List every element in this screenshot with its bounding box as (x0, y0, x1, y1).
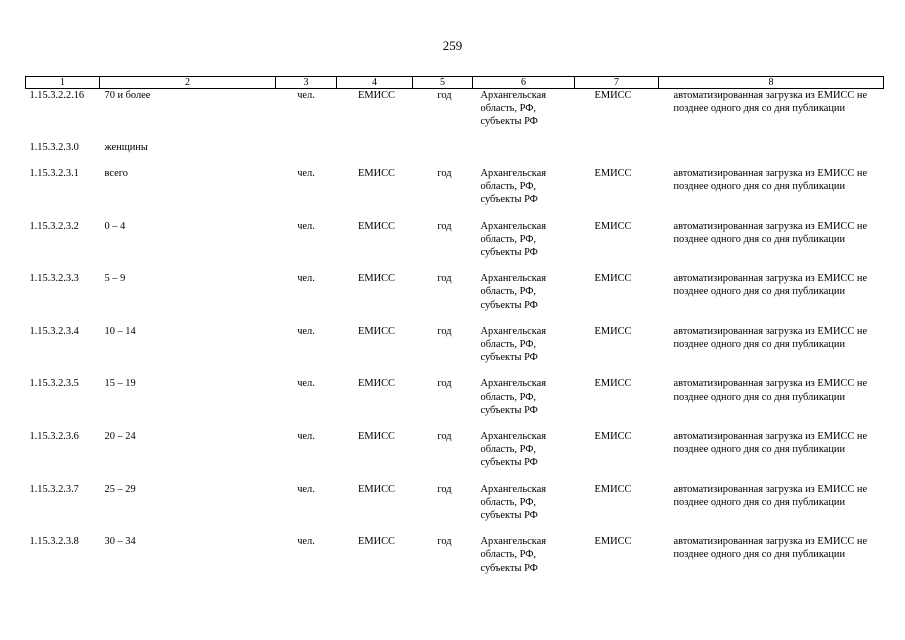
row-method: автоматизированная загрузка из ЕМИСС не позднее одного дня со дня публикации (673, 483, 868, 508)
row-unit: чел. (297, 273, 315, 285)
table-row (26, 220, 884, 273)
row-territory: Архангельская область, РФ, субъекты РФ (480, 90, 546, 128)
row-unit: чел. (297, 483, 315, 495)
row-source: ЕМИСС (358, 378, 395, 390)
row-system: ЕМИСС (594, 536, 632, 548)
row-territory: Архангельская область, РФ, субъекты РФ (480, 430, 546, 469)
row-source: ЕМИСС (358, 325, 395, 337)
row-method: автоматизированная загрузка из ЕМИСС не позднее одного дня со дня публикации (673, 325, 868, 350)
row-system: ЕМИСС (594, 168, 632, 179)
row-unit: чел. (297, 90, 315, 101)
row-unit: чел. (297, 378, 315, 390)
table-row (26, 167, 884, 220)
row-name: 70 и более (104, 90, 151, 101)
row-source: ЕМИСС (358, 483, 395, 495)
row-period: год (437, 90, 452, 101)
column-header-1: 1 (26, 77, 100, 89)
row-name: 25 – 29 (104, 483, 136, 495)
row-unit: чел. (297, 325, 315, 337)
row-unit (276, 141, 337, 167)
row-system: ЕМИСС (594, 430, 632, 442)
row-system (575, 141, 659, 167)
row-code: 1.15.3.2.3.1 (29, 168, 79, 179)
row-period: год (437, 325, 452, 337)
row-source: ЕМИСС (358, 168, 395, 179)
table-row (26, 483, 884, 536)
row-name: 10 – 14 (104, 325, 136, 337)
page-number: 259 (442, 38, 463, 53)
row-territory: Архангельская область, РФ, субъекты РФ (480, 168, 546, 206)
row-name: всего (104, 168, 128, 179)
table-row (26, 272, 884, 325)
row-period: год (437, 378, 452, 390)
row-source: ЕМИСС (358, 536, 395, 548)
row-code: 1.15.3.2.3.8 (29, 536, 79, 548)
table-row (26, 325, 884, 378)
row-method: автоматизированная загрузка из ЕМИСС не позднее одного дня со дня публикации (673, 430, 868, 456)
row-source: ЕМИСС (358, 220, 395, 232)
row-period: год (437, 220, 452, 232)
row-unit: чел. (297, 168, 315, 179)
row-system: ЕМИСС (594, 325, 632, 337)
row-code: 1.15.3.2.3.5 (29, 378, 79, 390)
row-name: 5 – 9 (104, 273, 126, 285)
column-number-header (26, 77, 884, 89)
row-territory: Архангельская область, РФ, субъекты РФ (480, 378, 546, 416)
row-method: автоматизированная загрузка из ЕМИСС не позднее одного дня со дня публикации (673, 90, 868, 115)
table-row (26, 89, 884, 142)
row-method: автоматизированная загрузка из ЕМИСС не позднее одного дня со дня публикации (673, 168, 868, 193)
row-unit: чел. (297, 220, 315, 232)
column-header-6: 6 (473, 77, 575, 89)
row-territory: Архангельская область, РФ, субъекты РФ (480, 273, 546, 311)
column-header-3: 3 (276, 77, 337, 89)
row-code: 1.15.3.2.2.16 (29, 90, 85, 101)
row-period: год (437, 483, 452, 495)
column-header-2: 2 (100, 77, 276, 89)
row-method: автоматизированная загрузка из ЕМИСС не позднее одного дня со дня публикации (673, 378, 868, 403)
row-source (337, 141, 413, 167)
row-method: автоматизированная загрузка из ЕМИСС не позднее одного дня со дня публикации (673, 536, 868, 561)
row-method: автоматизированная загрузка из ЕМИСС не позднее одного дня со дня публикации (673, 220, 868, 245)
row-code: 1.15.3.2.3.4 (29, 325, 79, 337)
row-code: 1.15.3.2.3.3 (29, 273, 79, 285)
row-period: год (437, 168, 452, 179)
row-method: автоматизированная загрузка из ЕМИСС не позднее одного дня со дня публикации (673, 273, 868, 298)
row-system: ЕМИСС (594, 90, 632, 101)
row-unit: чел. (297, 536, 315, 548)
row-territory (473, 141, 575, 167)
row-name: 20 – 24 (104, 430, 136, 442)
row-name: 0 – 4 (104, 220, 126, 232)
table-row (26, 377, 884, 430)
row-territory: Архангельская область, РФ, субъекты РФ (480, 483, 546, 521)
column-header-7: 7 (575, 77, 659, 89)
row-system: ЕМИСС (594, 273, 632, 285)
row-period: год (437, 536, 452, 548)
row-name: 30 – 34 (104, 536, 136, 548)
row-source: ЕМИСС (358, 90, 395, 101)
row-code: 1.15.3.2.3.7 (29, 483, 79, 495)
row-source: ЕМИСС (358, 430, 395, 442)
table-row (26, 141, 884, 167)
table-row (26, 430, 884, 483)
row-source: ЕМИСС (358, 273, 395, 285)
row-method (659, 141, 884, 167)
row-system: ЕМИСС (594, 220, 632, 232)
row-territory: Архангельская область, РФ, субъекты РФ (480, 220, 546, 258)
row-system: ЕМИСС (594, 378, 632, 390)
row-code: 1.15.3.2.3.2 (29, 220, 79, 232)
table-row (26, 535, 884, 588)
column-header-4: 4 (337, 77, 413, 89)
indicator-table (25, 76, 884, 588)
column-header-8: 8 (659, 77, 884, 89)
row-period (413, 141, 473, 167)
row-code: 1.15.3.2.3.0 (29, 142, 79, 153)
row-code: 1.15.3.2.3.6 (29, 430, 79, 442)
row-unit: чел. (297, 430, 315, 442)
column-header-5: 5 (413, 77, 473, 89)
row-territory: Архангельская область, РФ, субъекты РФ (480, 325, 546, 364)
row-name: женщины (104, 142, 148, 153)
row-system: ЕМИСС (594, 483, 632, 495)
row-period: год (437, 273, 452, 285)
row-period: год (437, 430, 452, 442)
row-territory: Архангельская область, РФ, субъекты РФ (480, 536, 546, 574)
row-name: 15 – 19 (104, 378, 136, 390)
